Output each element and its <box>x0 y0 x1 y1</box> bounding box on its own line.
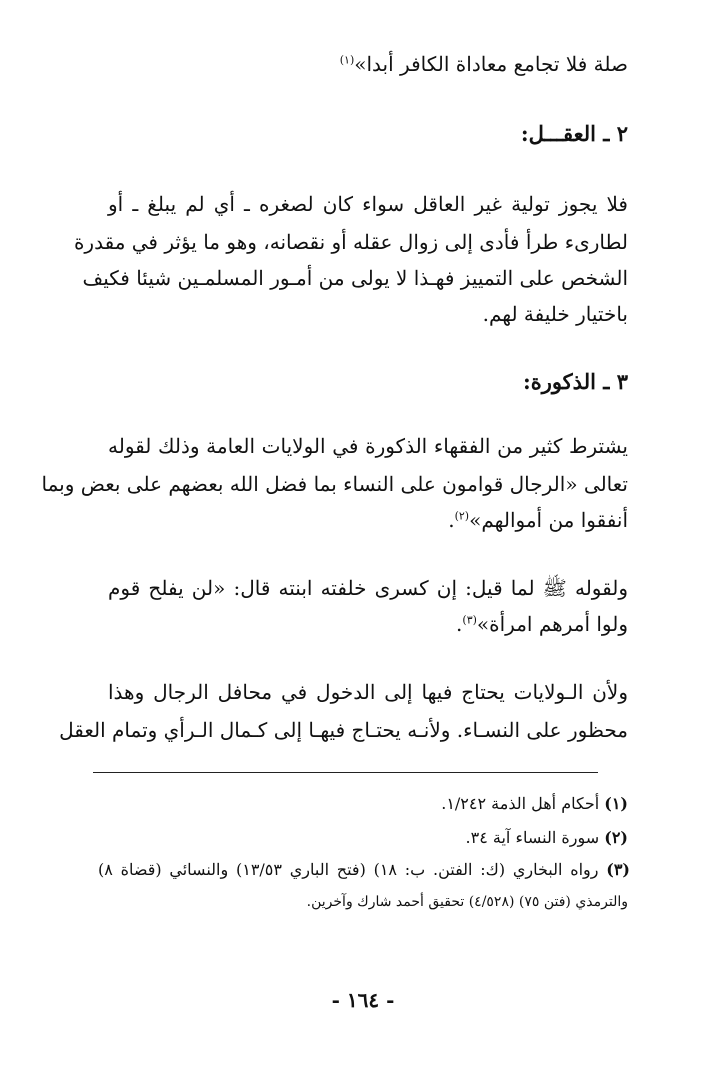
footnote-2-text: سورة النساء آية ٣٤. <box>465 828 600 847</box>
footnote-ref-3: (٣) <box>462 613 477 627</box>
section3-p3-line-2: محظور على النسـاء. ولأنـه يحتـاج فيهـا إلى كـمال الـرأي وتمام العقل <box>59 718 628 742</box>
section3-p1-end: . <box>448 508 455 532</box>
section3-p2-line-1: ولقوله ﷺ لما قيل: إن كسرى خلفته ابنته قال: «لن يفلح قوم <box>108 576 628 600</box>
page-number: - ١٦٤ - <box>331 988 395 1012</box>
footnote-3-continued-text: والترمذي (فتن ٧٥) (٤/٥٢٨) تحقيق أحمد شارك وآخرين. <box>306 894 628 910</box>
section-heading-intellect: ٢ ـ العقـــل: <box>520 121 628 146</box>
section-heading-masculinity: ٣ ـ الذكورة: <box>522 369 628 394</box>
section2-line-3: الشخص على التمييز فهـذا لا يولى من أمـور المسلمـين شيئا فكيف <box>82 266 628 290</box>
section3-p3-line-1: ولأن الـولايات يحتاج فيها إلى الدخول في محافل الرجال وهذا <box>108 680 628 704</box>
section3-p1-line-2: تعالى «الرجال قوامون على النساء بما فضل الله بعضهم على بعض وبما <box>41 472 628 496</box>
footnote-3-text: رواه البخاري (ك: الفتن. ب: ١٨) (فتح الباري ١٣/٥٣) والنسائي (قضاة ٨) <box>98 860 599 879</box>
footnote-ref-1: (١) <box>339 53 355 67</box>
continuation-line <box>108 50 628 78</box>
section3-p1-line-1: يشترط كثير من الفقهاء الذكورة في الولايات العامة وذلك لقوله <box>108 434 628 458</box>
footnote-1 <box>441 792 628 816</box>
section3-p1-line-3-text: أنفقوا من أموالهم» <box>469 508 628 532</box>
section3-p2-line-2-text: ولوا أمرهم امرأة» <box>476 612 628 636</box>
section2-line-4: باختيار خليفة لهم. <box>482 302 628 326</box>
footnote-3-number: (٣) <box>606 860 630 879</box>
footnote-2-number: (٢) <box>604 828 628 847</box>
footnote-3 <box>98 858 630 882</box>
footnote-1-text: أحكام أهل الذمة ١/٢٤٢. <box>441 794 600 813</box>
footnote-divider <box>93 772 598 773</box>
section2-line-2: لطارىء طرأ فأدى إلى زوال عقله أو نقصانه، وهو ما يؤثر في مقدرة <box>73 230 628 254</box>
continuation-text: صلة فلا تجامع معاداة الكافر أبدا» <box>354 52 628 76</box>
footnote-1-number: (١) <box>604 794 628 813</box>
section3-p2-line-2 <box>108 610 628 638</box>
section3-p2-end: . <box>456 612 463 636</box>
footnote-ref-2: (٢) <box>454 509 470 523</box>
footnote-3-continued <box>307 890 628 914</box>
footnote-2 <box>466 826 628 850</box>
section2-line-1: فلا يجوز تولية غير العاقل سواء كان لصغره ـ أي لم يبلغ ـ أو <box>108 192 628 216</box>
section3-p1-line-3 <box>108 506 628 534</box>
